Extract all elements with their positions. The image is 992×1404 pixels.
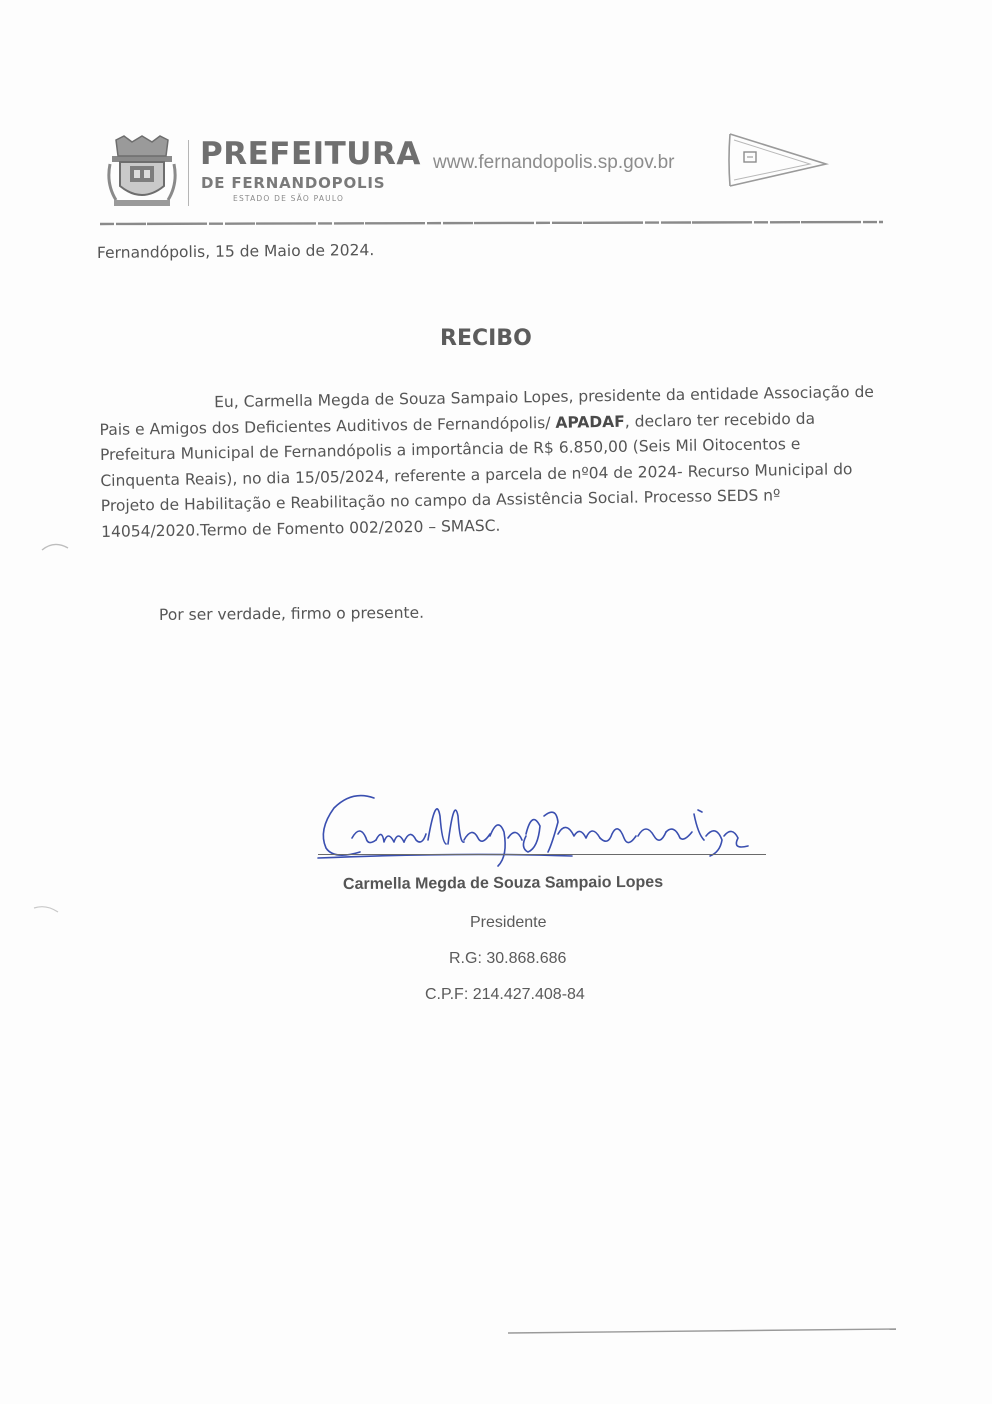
pennant-flag-icon (726, 126, 830, 192)
paragraph-line: Eu, Carmella Megda de Souza Sampaio Lopes, presidente da entidade Associação de (214, 382, 875, 412)
header-rule (100, 220, 883, 226)
signer-role: Presidente (470, 914, 547, 931)
signer-cpf: C.P.F: 214.427.408-84 (425, 986, 585, 1003)
document-title: RECIBO (440, 326, 532, 351)
website-url: www.fernandopolis.sp.gov.br (433, 152, 675, 173)
handwritten-signature (312, 786, 772, 870)
closing-statement: Por ser verdade, firmo o presente. (158, 603, 425, 624)
signature-line (318, 854, 766, 855)
municipal-coat-of-arms-icon (106, 134, 178, 210)
signer-name: Carmella Megda de Souza Sampaio Lopes (342, 873, 664, 893)
paragraph-line: Prefeitura Municipal de Fernandópolis a importância de R$ 6.850,00 (Seis Mil Oitocentos e (99, 434, 801, 464)
paragraph-text: , declaro ter recebido da (624, 409, 816, 431)
receipt-body-paragraph (99, 380, 891, 545)
brand-state: ESTADO DE SÃO PAULO (233, 194, 345, 203)
paragraph-line: Projeto de Habilitação e Reabilitação no campo da Assistência Social. Processo SEDS nº (100, 486, 781, 515)
paragraph-line: Cinquenta Reais), no dia 15/05/2024, referente a parcela de nº04 de 2024- Recurso Municipal do (100, 459, 853, 490)
brand-title: PREFEITURA (200, 136, 421, 172)
paragraph-text: Pais e Amigos dos Deficientes Auditivos de Fernandópolis/ (99, 413, 556, 439)
signer-rg: R.G: 30.868.686 (449, 950, 567, 967)
paragraph-line: 14054/2020.Termo de Fomento 002/2020 – SMASC. (101, 516, 501, 541)
scan-hole-mark (32, 902, 62, 918)
footer-rule (508, 1326, 896, 1336)
date-line: Fernandópolis, 15 de Maio de 2024. (96, 241, 375, 262)
scan-hole-mark (40, 538, 70, 554)
header-divider (188, 140, 189, 206)
entity-acronym: APADAF (555, 412, 625, 432)
brand-subtitle: DE FERNANDOPOLIS (201, 174, 386, 192)
